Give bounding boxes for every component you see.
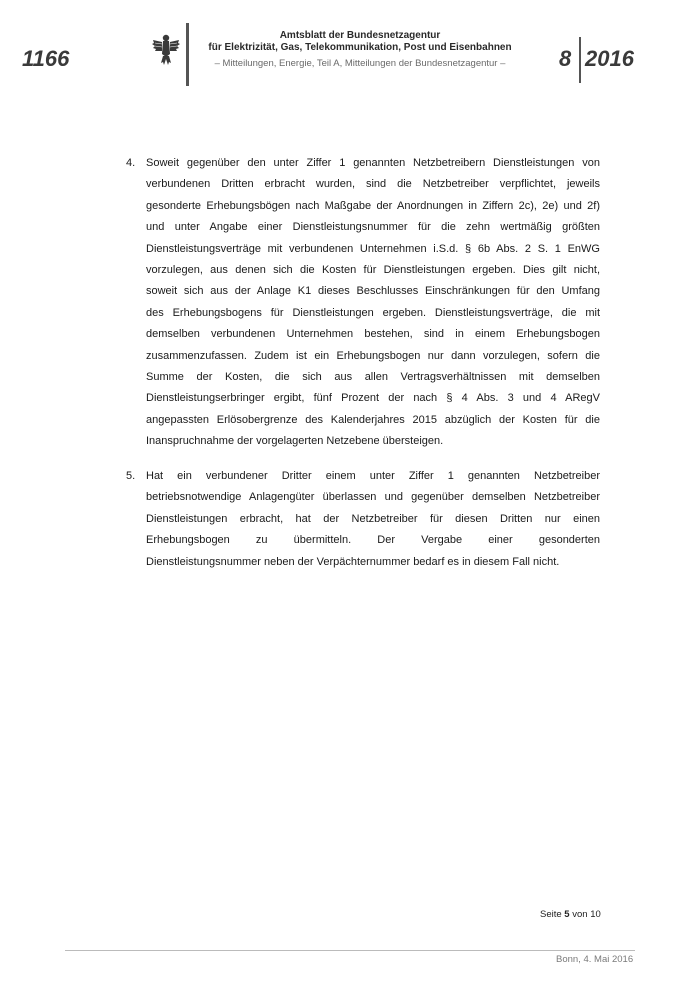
- text-line: Soweit gegenüber den unter Ziffer 1 genannten Netzbetreibern Dienstleistungen von: [146, 157, 600, 169]
- gazette-section: – Mitteilungen, Energie, Teil A, Mitteilungen der Bundesnetzagentur –: [214, 58, 506, 69]
- text-line: Summe der Kosten, die sich aus allen Vertragsverhältnissen mit demselben: [146, 371, 600, 383]
- footer-divider: [65, 950, 635, 951]
- issue-year: 2016: [585, 46, 634, 71]
- item-number: 5.: [126, 470, 136, 482]
- page-middle: von: [572, 909, 588, 920]
- federal-eagle-icon: [151, 32, 181, 68]
- text-line: Dienstleistungsnummer neben der Verpächternummer bedarf es in diesem Fall nicht.: [146, 555, 560, 568]
- text-line: Hat ein verbundener Dritter einem unter Ziffer 1 genannten Netzbetreiber: [146, 470, 600, 482]
- page-prefix: Seite: [540, 909, 562, 920]
- header-divider: [186, 23, 189, 86]
- text-line: Erhebungsbogen zu übermitteln. Der Vergabe einer gesonderten: [146, 534, 600, 547]
- location-date: Bonn, 4. Mai 2016: [556, 954, 634, 965]
- issue-divider: [579, 37, 581, 83]
- text-line: Dienstleistungen erbracht, hat der Netzbetreiber für diesen Dritten nur einen: [146, 512, 600, 525]
- gazette-title: Amtsblatt der Bundesnetzagentur: [279, 30, 441, 41]
- page-total: 10: [590, 909, 601, 920]
- text-line: betriebsnotwendige Anlagengüter überlassen und gegenüber demselben Netzbetreiber: [146, 491, 600, 504]
- text-line: Dienstleistungserbringer ergibt, fünf Prozent der nach § 4 Abs. 3 und 4 ARegV: [146, 392, 600, 405]
- page-indicator: [540, 909, 601, 920]
- page-current: 5: [564, 909, 570, 920]
- text-line: gesonderte Erhebungsbögen nach Maßgabe der Anordnungen in Ziffern 2c), 2e) und 2f): [146, 199, 600, 212]
- text-line: Dienstleistungsverträge mit verbundenen Unternehmen i.S.d. § 6b Abs. 2 S. 1 EnWG: [146, 242, 600, 255]
- gazette-subtitle: für Elektrizität, Gas, Telekommunikation, Post und Eisenbahnen: [208, 42, 512, 53]
- text-line: vorzulegen, aus denen sich die Kosten für Dienstleistungen ergeben. Dies gilt nicht,: [146, 264, 600, 276]
- text-line: Inanspruchnahme der vorgelagerten Netzebene übersteigen.: [146, 435, 444, 448]
- text-line: des Erhebungsbogens für Dienstleistungen ergeben. Dienstleistungsverträge, die mit: [146, 306, 600, 319]
- text-line: und unter Angabe einer Dienstleistungsnummer für die zehn wertmäßig größten: [146, 221, 600, 234]
- page-number: 1166: [22, 46, 70, 71]
- text-line: soweit sich aus der Anlage K1 dieses Beschlusses Einschränkungen für den Umfang: [146, 285, 600, 298]
- issue-number: 8: [559, 46, 572, 71]
- item-number: 4.: [126, 157, 136, 169]
- text-line: zusammenzufassen. Zudem ist ein Erhebungsbogen nur dann vorzulegen, sofern die: [146, 349, 600, 362]
- text-line: angepassten Erlösobergrenze des Kalenderjahres 2015 abzüglich der Kosten für die: [146, 413, 600, 426]
- text-line: verbundenen Dritten erbracht wurden, sind die Netzbetreiber verpflichtet, jeweils: [146, 178, 600, 191]
- text-line: demselben verbundenen Unternehmen bestehen, sind in einem Erhebungsbogen: [146, 328, 600, 341]
